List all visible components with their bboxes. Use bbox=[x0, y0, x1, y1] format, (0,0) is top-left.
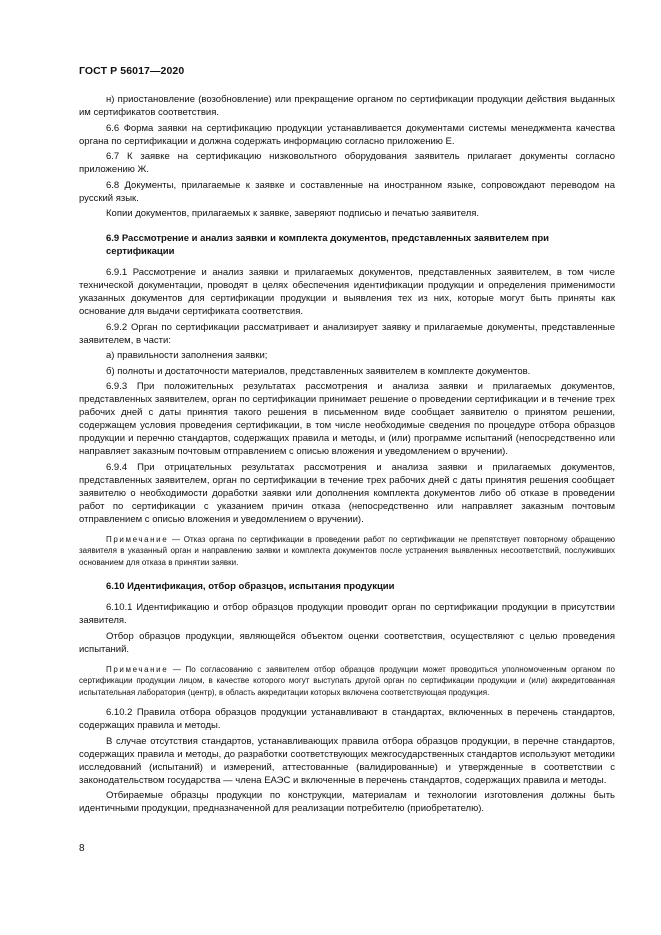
paragraph: 6.7 К заявке на сертификацию низковольтного оборудования заявитель прилагает документы согласно приложению Ж. bbox=[79, 151, 615, 175]
note-text: — По согласованию с заявителем отбор образцов продукции может проводиться уполномоченным органом по сертификации продукции лицом, в качестве которого могут выступать другой орган по сертификации продукции и (или) аккредитованная испытательная лаборатория (центр), в область аккредитации которых включена соответствующая продукция. bbox=[79, 664, 615, 697]
paragraph: 6.9.2 Орган по сертификации рассматривает и анализирует заявку и прилагаемые документы, представленные заявителем, в части: bbox=[79, 321, 615, 346]
note-label: Примечание bbox=[106, 664, 169, 674]
section-heading-6-9: 6.9 Рассмотрение и анализ заявки и комплекта документов, представленных заявителем при сертификации bbox=[106, 233, 549, 257]
note-label: Примечание bbox=[106, 534, 169, 544]
paragraph: 6.9.3 При положительных результатах рассмотрения и анализа заявки и прилагаемых документов, представленных заявителем, орган по сертификации принимает решение о проведении сертификации и в течение трех рабочих дней с даты принятия такого решения в письменном виде сообщает заявителю о принятом решении, содержащем условия проведения сертификации, в том числе необходимые сведения по процедуре отбора образцов продукции и перечню стандартов, содержащих правила и методы, и (или) программе испытаний (непосредственно или направляет заказным почтовым отправлением с описью вложения и уведомлением о вручении). bbox=[79, 381, 615, 457]
page-number: 8 bbox=[79, 843, 85, 854]
list-item: б) полноты и достаточности материалов, представленных заявителем в комплекте документов. bbox=[106, 365, 531, 377]
list-item: а) правильности заполнения заявки; bbox=[106, 350, 268, 361]
paragraph: 6.8 Документы, прилагаемые к заявке и составленные на иностранном языке, сопровождают переводом на русский язык. bbox=[79, 179, 615, 204]
note-6-10 bbox=[79, 664, 615, 699]
paragraph: Отбираемые образцы продукции по конструкции, материалам и технологии изготовления должны быть идентичными продукции, предназначенной для реализации потребителю (приобретателю). bbox=[79, 790, 615, 814]
document-body bbox=[79, 93, 615, 818]
paragraph: Копии документов, прилагаемых к заявке, заверяют подписью и печатью заявителя. bbox=[106, 208, 480, 219]
standard-header: ГОСТ Р 56017—2020 bbox=[79, 65, 185, 77]
paragraph: н) приостановление (возобновление) или прекращение органом по сертификации продукции действия выданных им сертификатов соответствия. bbox=[79, 94, 615, 118]
note-text: — Отказ органа по сертификации в проведении работ по сертификации не препятствует повторному обращению заявителя в указанный орган и направлению заявки и комплекта документов после устранения выявленных несоответствий, послуживших основанием для отказа в принятии заявки. bbox=[79, 534, 615, 567]
note-6-9 bbox=[79, 534, 615, 569]
section-heading-6-10: 6.10 Идентификация, отбор образцов, испытания продукции bbox=[106, 581, 395, 592]
paragraph: В случае отсутствия стандартов, устанавливающих правила отбора образцов продукции, в перечне стандартов, содержащих правила и методы, до разработки соответствующих межгосударственных стандартов используют методики исследований (испытаний) и измерений, аттестованные (валидированные) и утвержденные в соответствии с законодательством государства — члена ЕАЭС и включенные в перечень стандартов, содержащих правила и методы. bbox=[79, 735, 615, 786]
paragraph: 6.9.1 Рассмотрение и анализ заявки и прилагаемых документов, представленных заявителем, в том числе технической документации, проводят в целях обеспечения идентификации продукции и определения применимости указанных документов для сертификации продукции и выявления тех из них, которые могут быть приняты как основание для выдачи сертификата соответствия. bbox=[79, 267, 615, 317]
paragraph: 6.6 Форма заявки на сертификацию продукции устанавливается документами системы менеджмента качества органа по сертификации и должна содержать информацию согласно приложению Е. bbox=[79, 122, 615, 147]
paragraph: 6.10.1 Идентификацию и отбор образцов продукции проводит орган по сертификации продукции в присутствии заявителя. bbox=[79, 602, 615, 626]
paragraph: 6.9.4 При отрицательных результатах рассмотрения и анализа заявки и прилагаемых документов, представленных заявителем, орган по сертификации в течение трех рабочих дней с даты принятия решения сообщает заявителю о необходимости доработки заявки или дополнения комплекта документов либо об отказе в проведении работ по сертификации с указанием причин отказа (непосредственно или направляет заказным почтовым отправлением с описью вложения и уведомлением о вручении). bbox=[79, 461, 615, 525]
paragraph: Отбор образцов продукции, являющейся объектом оценки соответствия, осуществляют с целью проведения испытаний. bbox=[79, 630, 615, 655]
paragraph: 6.10.2 Правила отбора образцов продукции устанавливают в стандартах, включенных в перечень стандартов, содержащих правила и методы. bbox=[79, 707, 615, 731]
